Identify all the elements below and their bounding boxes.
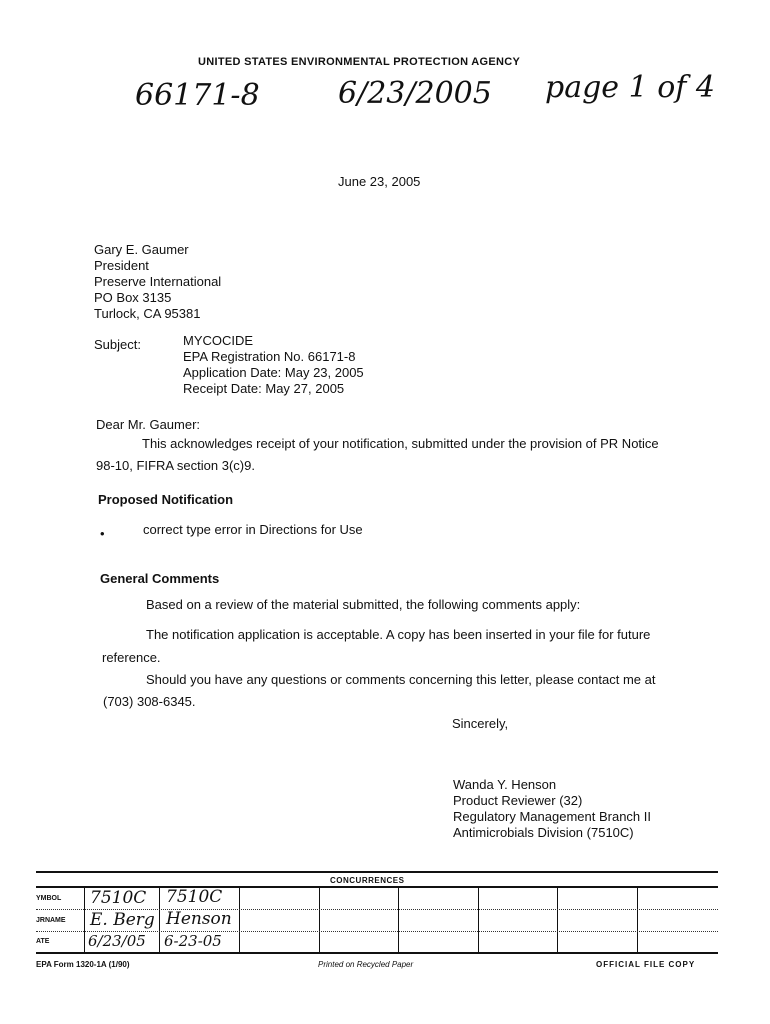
proposed-notification-heading: Proposed Notification [98,492,234,507]
letter-date: June 23, 2005 [338,174,421,189]
form-column-divider [159,887,160,952]
signature-line: Product Reviewer (32) [453,793,583,808]
symbol-entry: 7510C [166,887,223,907]
paragraph-3-line-2: reference. [102,650,161,665]
paragraph-2: Based on a review of the material submitted, the following comments apply: [146,597,581,612]
subject-line: Application Date: May 23, 2005 [183,365,364,380]
form-column-divider [557,887,558,952]
subject-line: MYCOCIDE [183,333,254,348]
form-column-divider [239,887,240,952]
handwritten-date: 6/23/2005 [338,76,492,111]
recipient-address [94,242,221,322]
closing: Sincerely, [452,716,509,731]
form-bottom-rule [36,952,718,954]
recipient-line: Gary E. Gaumer [94,242,189,257]
signature-line: Regulatory Management Branch II [453,809,651,824]
form-number: EPA Form 1320-1A (1/90) [36,960,130,969]
form-column-divider [398,887,399,952]
subject-line: EPA Registration No. 66171-8 [183,349,356,364]
date-entry: 6-23-05 [164,932,222,950]
official-file-copy: OFFICIAL FILE COPY [596,960,696,969]
row-label-date: ATE [36,938,50,945]
recycled-paper-note: Printed on Recycled Paper [318,960,414,969]
subject-block [183,333,364,397]
paragraph-1-line-2: 98-10, FIFRA section 3(c)9. [96,458,255,473]
date-entry: 6/23/05 [88,932,146,950]
paragraph-1-line-1: This acknowledges receipt of your notification, submitted under the provision of PR Notice [142,436,659,451]
symbol-entry: 7510C [90,888,147,908]
subject-label: Subject: [94,337,141,352]
handwritten-page-number: page 1 of 4 [545,70,715,105]
concurrences-heading: CONCURRENCES [330,876,405,885]
bullet-icon: • [100,526,105,541]
form-column-divider [84,887,85,952]
paragraph-4-line-1: Should you have any questions or comments concerning this letter, please contact me at [146,672,656,687]
recipient-line: Preserve International [94,274,222,289]
form-column-divider [478,887,479,952]
row-label-symbol: YMBOL [36,895,62,902]
form-top-rule [36,871,718,873]
row-label-surname: JRNAME [36,917,66,924]
signature-line: Wanda Y. Henson [453,777,557,792]
bullet-item: correct type error in Directions for Use [143,522,363,537]
handwritten-registration-number: 66171-8 [135,78,260,113]
paragraph-3-line-1: The notification application is acceptable. A copy has been inserted in your file for future [146,627,651,642]
signature-block [453,777,651,841]
surname-entry: E. Berg [90,910,155,930]
general-comments-heading: General Comments [100,571,220,586]
recipient-line: President [94,258,149,273]
salutation: Dear Mr. Gaumer: [96,417,201,432]
surname-entry: Henson [166,909,232,929]
form-column-divider [319,887,320,952]
signature-line: Antimicrobials Division (7510C) [453,825,634,840]
form-column-divider [637,887,638,952]
agency-header: UNITED STATES ENVIRONMENTAL PROTECTION AGENCY [198,56,521,68]
subject-line: Receipt Date: May 27, 2005 [183,381,345,396]
recipient-line: PO Box 3135 [94,290,172,305]
paragraph-4-line-2: (703) 308-6345. [103,694,196,709]
recipient-line: Turlock, CA 95381 [94,306,201,321]
